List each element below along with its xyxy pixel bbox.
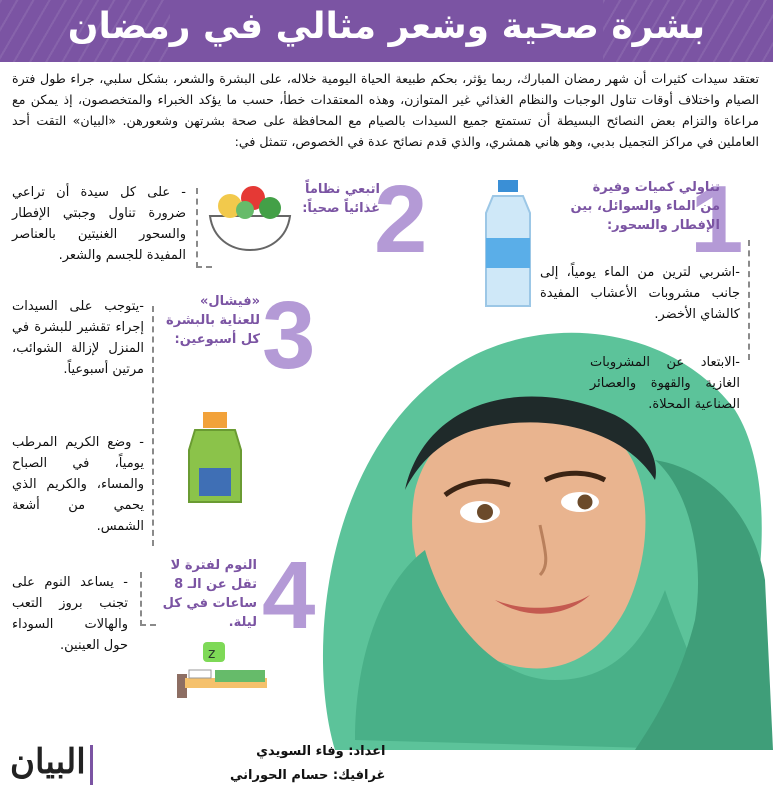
- svg-text:z: z: [208, 646, 216, 662]
- footer-divider: [90, 745, 93, 785]
- tip-number-4: 4: [262, 542, 316, 649]
- tip-1-point-1: -اشربي لترين من الماء يومياً، إلى جانب مشروبات الأعشاب المفيدة كالشاي الأخضر.: [540, 265, 740, 322]
- tip-2-point-1: - على كل سيدة أن تراعي ضرورة تناول وجبتي الإفطار والسحور الغنيتين بالعناصر المفيدة للجسم والشعر.: [12, 185, 186, 263]
- tip-4-point-1: - يساعد النوم على تجنب بروز التعب والهالات السوداء حول العينين.: [12, 575, 128, 653]
- tip-4-connector: [140, 572, 156, 626]
- credit-graphic: غرافيك: حسام الحوراني: [230, 768, 386, 783]
- tip-number-3: 3: [262, 282, 316, 389]
- lotion-bottle-icon: [185, 410, 245, 505]
- credit-prep: اعداد: وفاء السويدي: [256, 744, 386, 759]
- water-bottle-icon: [478, 178, 538, 313]
- credits: [230, 740, 385, 788]
- header-banner: [0, 0, 773, 62]
- sleeping-bed-icon: [175, 640, 270, 700]
- salad-bowl-icon: [205, 178, 295, 253]
- tip-number-2: 2: [374, 166, 428, 273]
- tip-3-heading: «فيشال» للعناية بالبشرة كل أسبوعين:: [166, 294, 260, 347]
- tip-1-point-2: -الابتعاد عن المشروبات الغازية والقهوة والعصائر الصناعية المحلاة.: [590, 355, 740, 412]
- tip-1-heading: تناولي كميات وفيرة من الماء والسوائل، بين الإفطار والسحور:: [570, 180, 720, 233]
- tip-4-heading: النوم لفترة لا تقل عن الـ 8 ساعات في كل ليلة.: [162, 558, 257, 630]
- albayan-logo: البيان: [10, 742, 86, 782]
- page-title: بشرة صحية وشعر مثالي في رمضان: [67, 6, 706, 47]
- tip-1-connector: [748, 240, 750, 360]
- tip-number-1: 1: [690, 166, 744, 273]
- tip-3-connector: [152, 306, 168, 546]
- tip-2-heading: اتبعي نظاماً غذائياً صحياً:: [302, 182, 380, 216]
- tip-3-point-1: -يتوجب على السيدات إجراء تقشير للبشرة في المنزل لإزالة الشوائب، مرتين أسبوعياً.: [12, 299, 144, 377]
- tip-2-connector: [196, 188, 212, 268]
- tip-3-point-2: - وضع الكريم المرطب يومياً، في الصباح والمساء، والكريم الذي يحمي من أشعة الشمس.: [12, 435, 144, 534]
- intro-paragraph: تعتقد سيدات كثيرات أن شهر رمضان المبارك، ربما يؤثر، بحكم طبيعة الحياة اليومية خلاله، على البشرة والشعر، بشكل سلبي، جراء طول فترة الصيام واختلاف أوقات تناول الوجبات والنظام الغذائي غير المتوازن، وهذه المعتقدات خطأ، حسب ما يؤكد الخبراء والمتخصصون، إذ يمكن مع مراعاة والتزام بعض النصائح البسيطة أن تستمتع جميع السيدات بالصيام مع المحافظة على صحة بشرتهن وشعورهن. «البيان» التقت أحد العاملين في مراكز التجميل بدبي، وهو هاني همشري، والذي قدم نصائح عدة في الخصوص، تتمثل في:: [12, 71, 759, 149]
